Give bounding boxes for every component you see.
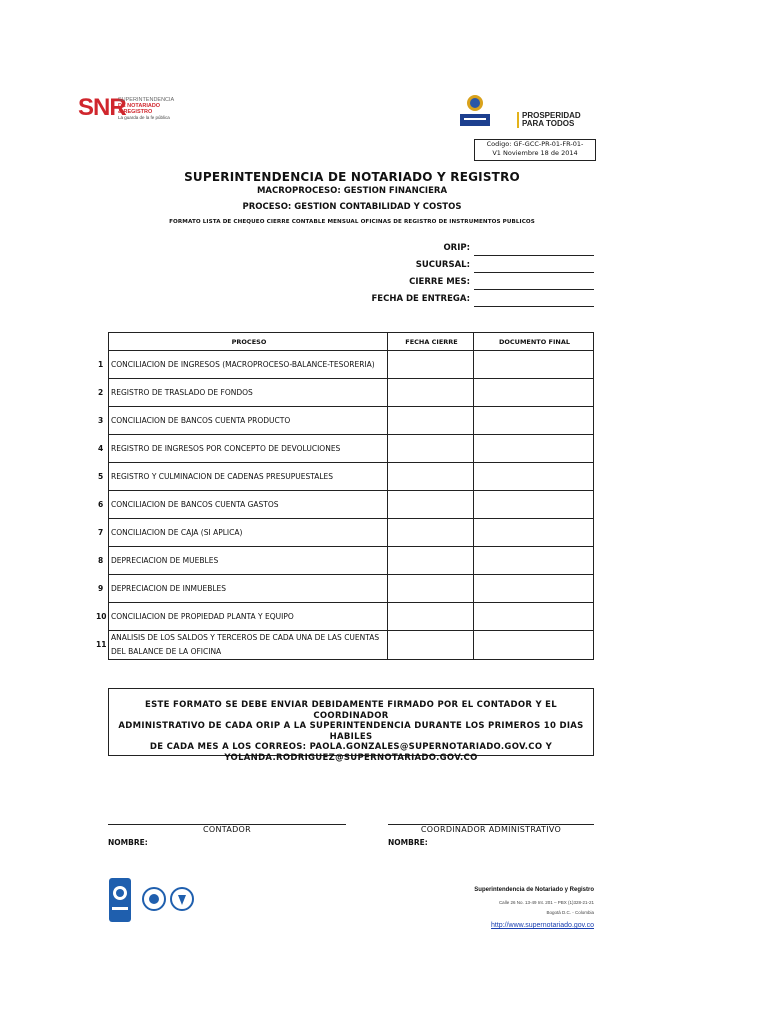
row-documento-final[interactable] xyxy=(474,631,594,660)
row-proceso-cell xyxy=(98,407,388,435)
row-number: 6 xyxy=(98,500,104,509)
checklist-table xyxy=(96,332,594,660)
row-fecha-cierre[interactable] xyxy=(388,519,474,547)
notice-line: ESTE FORMATO SE DEBE ENVIAR DEBIDAMENTE FIRMADO POR EL CONTADOR Y EL COORDINADOR xyxy=(145,700,557,721)
row-proceso-cell xyxy=(96,631,388,660)
header-fecha-cierre: FECHA CIERRE xyxy=(388,333,474,351)
row-proceso: CONCILIACION DE BANCOS CUENTA PRODUCTO xyxy=(111,415,291,425)
contador-title: CONTADOR xyxy=(202,825,252,834)
row-proceso-cell xyxy=(98,435,388,463)
page-title: SUPERINTENDENCIA DE NOTARIADO Y REGISTRO xyxy=(184,170,520,184)
orip-field[interactable] xyxy=(474,243,594,256)
prosperidad-line2: PARA TODOS xyxy=(522,119,575,128)
fecha-entrega-field[interactable] xyxy=(474,294,594,307)
row-documento-final[interactable] xyxy=(474,407,594,435)
coordinador-name-label: NOMBRE: xyxy=(388,838,428,847)
document-code-box xyxy=(474,139,596,161)
certification-icons xyxy=(108,877,198,927)
snr-logo-line1: SUPERINTENDENCIA xyxy=(118,97,175,103)
table-row xyxy=(109,435,594,463)
row-proceso-cell xyxy=(98,547,388,575)
proceso-title: PROCESO: GESTION CONTABILIDAD Y COSTOS xyxy=(242,202,462,212)
header-documento-final: DOCUMENTO FINAL xyxy=(474,333,594,351)
row-documento-final[interactable] xyxy=(474,519,594,547)
row-proceso-cell xyxy=(98,463,388,491)
row-fecha-cierre[interactable] xyxy=(388,379,474,407)
row-fecha-cierre[interactable] xyxy=(388,631,474,660)
table-row xyxy=(109,575,594,603)
row-number: 9 xyxy=(98,584,104,593)
row-proceso-cell xyxy=(98,379,388,407)
escudo-icon xyxy=(460,92,490,130)
footer-url-link[interactable]: http://www.supernotariado.gov.co xyxy=(491,922,594,929)
cierre-mes-label: CIERRE MES: xyxy=(409,277,470,287)
snr-logo-line3: & REGISTRO xyxy=(118,109,153,115)
table-row xyxy=(109,631,594,660)
row-proceso: DEPRECIACION DE INMUEBLES xyxy=(111,583,227,593)
table-row xyxy=(109,351,594,379)
row-proceso: CONCILIACION DE CAJA (SI APLICA) xyxy=(111,527,243,537)
row-documento-final[interactable] xyxy=(474,491,594,519)
row-documento-final[interactable] xyxy=(474,351,594,379)
row-proceso-cell xyxy=(98,491,388,519)
row-proceso-cell xyxy=(96,603,388,631)
table-row xyxy=(109,463,594,491)
sucursal-field[interactable] xyxy=(474,260,594,273)
row-fecha-cierre[interactable] xyxy=(388,547,474,575)
row-fecha-cierre[interactable] xyxy=(388,575,474,603)
macroproceso-title: MACROPROCESO: GESTION FINANCIERA xyxy=(256,186,448,196)
row-fecha-cierre[interactable] xyxy=(388,407,474,435)
table-row xyxy=(109,379,594,407)
row-proceso: DEPRECIACION DE MUEBLES xyxy=(111,555,219,565)
fecha-entrega-label: FECHA DE ENTREGA: xyxy=(371,294,470,304)
row-number: 4 xyxy=(98,444,104,453)
snr-logo-mark: SNR xyxy=(78,94,126,121)
row-fecha-cierre[interactable] xyxy=(388,603,474,631)
row-number: 8 xyxy=(98,556,104,565)
snr-logo-line2: DE NOTARIADO xyxy=(118,103,161,109)
snr-logo-tagline: La guarda de la fe pública xyxy=(118,115,170,120)
table-row xyxy=(109,603,594,631)
table-row xyxy=(109,407,594,435)
table-row xyxy=(109,547,594,575)
certification-logos xyxy=(108,877,198,927)
snr-logo xyxy=(78,96,173,120)
row-fecha-cierre[interactable] xyxy=(388,435,474,463)
row-documento-final[interactable] xyxy=(474,435,594,463)
formato-title: FORMATO LISTA DE CHEQUEO CIERRE CONTABLE MENSUAL OFICINAS DE REGISTRO DE INSTRUMENTOS PUBLICOS xyxy=(169,219,535,225)
footer-city: Bogotá D.C. - Colombia xyxy=(546,910,594,915)
row-proceso-cell xyxy=(98,351,388,379)
row-proceso: REGISTRO Y CULMINACION DE CADENAS PRESUPUESTALES xyxy=(111,471,334,481)
row-number: 3 xyxy=(98,416,104,425)
row-documento-final[interactable] xyxy=(474,463,594,491)
row-proceso: ANALISIS DE LOS SALDOS Y TERCEROS DE CADA UNA DE LAS CUENTAS DEL BALANCE DE LA OFICINA xyxy=(111,633,380,656)
footer-address: Calle 26 No. 13-49 Int. 201 – PBX (1)328-21-21 xyxy=(498,900,594,905)
orip-label: ORIP: xyxy=(443,243,470,253)
table-header-row xyxy=(109,333,594,351)
row-documento-final[interactable] xyxy=(474,379,594,407)
row-documento-final[interactable] xyxy=(474,575,594,603)
sucursal-label: SUCURSAL: xyxy=(415,260,470,270)
row-proceso: REGISTRO DE INGRESOS POR CONCEPTO DE DEVOLUCIONES xyxy=(111,443,341,453)
row-number: 1 xyxy=(98,360,104,369)
row-documento-final[interactable] xyxy=(474,603,594,631)
document-code: Codigo: GF-GCC-PR-01-FR-01- xyxy=(486,140,584,148)
row-number: 2 xyxy=(98,388,104,397)
row-number: 10 xyxy=(96,612,107,621)
notice-line: ADMINISTRATIVO DE CADA ORIP A LA SUPERINTENDENCIA DURANTE LOS PRIMEROS 10 DIAS HABILES xyxy=(118,721,584,742)
row-number: 11 xyxy=(96,640,107,649)
table-row xyxy=(109,491,594,519)
header-proceso: PROCESO xyxy=(109,333,388,351)
row-fecha-cierre[interactable] xyxy=(388,491,474,519)
table-row xyxy=(109,519,594,547)
row-proceso-cell xyxy=(98,519,388,547)
row-fecha-cierre[interactable] xyxy=(388,463,474,491)
row-proceso: CONCILIACION DE PROPIEDAD PLANTA Y EQUIPO xyxy=(111,611,294,621)
row-number: 7 xyxy=(98,528,104,537)
row-number: 5 xyxy=(98,472,104,481)
contador-name-label: NOMBRE: xyxy=(108,838,148,847)
notice-box xyxy=(108,688,594,763)
gobierno-logo xyxy=(460,92,610,132)
cierre-mes-field[interactable] xyxy=(474,277,594,290)
row-fecha-cierre[interactable] xyxy=(388,351,474,379)
row-proceso: REGISTRO DE TRASLADO DE FONDOS xyxy=(111,387,253,397)
row-proceso: CONCILIACION DE INGRESOS (MACROPROCESO-BALANCE-TESORERIA) xyxy=(111,359,375,369)
document-version-date: V1 Noviembre 18 de 2014 xyxy=(492,149,578,157)
coordinador-title: COORDINADOR ADMINISTRATIVO xyxy=(420,825,562,834)
row-proceso-cell xyxy=(98,575,388,603)
row-documento-final[interactable] xyxy=(474,547,594,575)
prosperidad-line1: PROSPERIDAD xyxy=(522,111,581,120)
footer-org: Superintendencia de Notariado y Registro xyxy=(474,887,594,893)
row-proceso: CONCILIACION DE BANCOS CUENTA GASTOS xyxy=(111,499,279,509)
notice-line: DE CADA MES A LOS CORREOS: PAOLA.GONZALES@SUPERNOTARIADO.GOV.CO Y xyxy=(149,742,553,752)
notice-line: YOLANDA.RODRIGUEZ@SUPERNOTARIADO.GOV.CO xyxy=(224,752,478,763)
